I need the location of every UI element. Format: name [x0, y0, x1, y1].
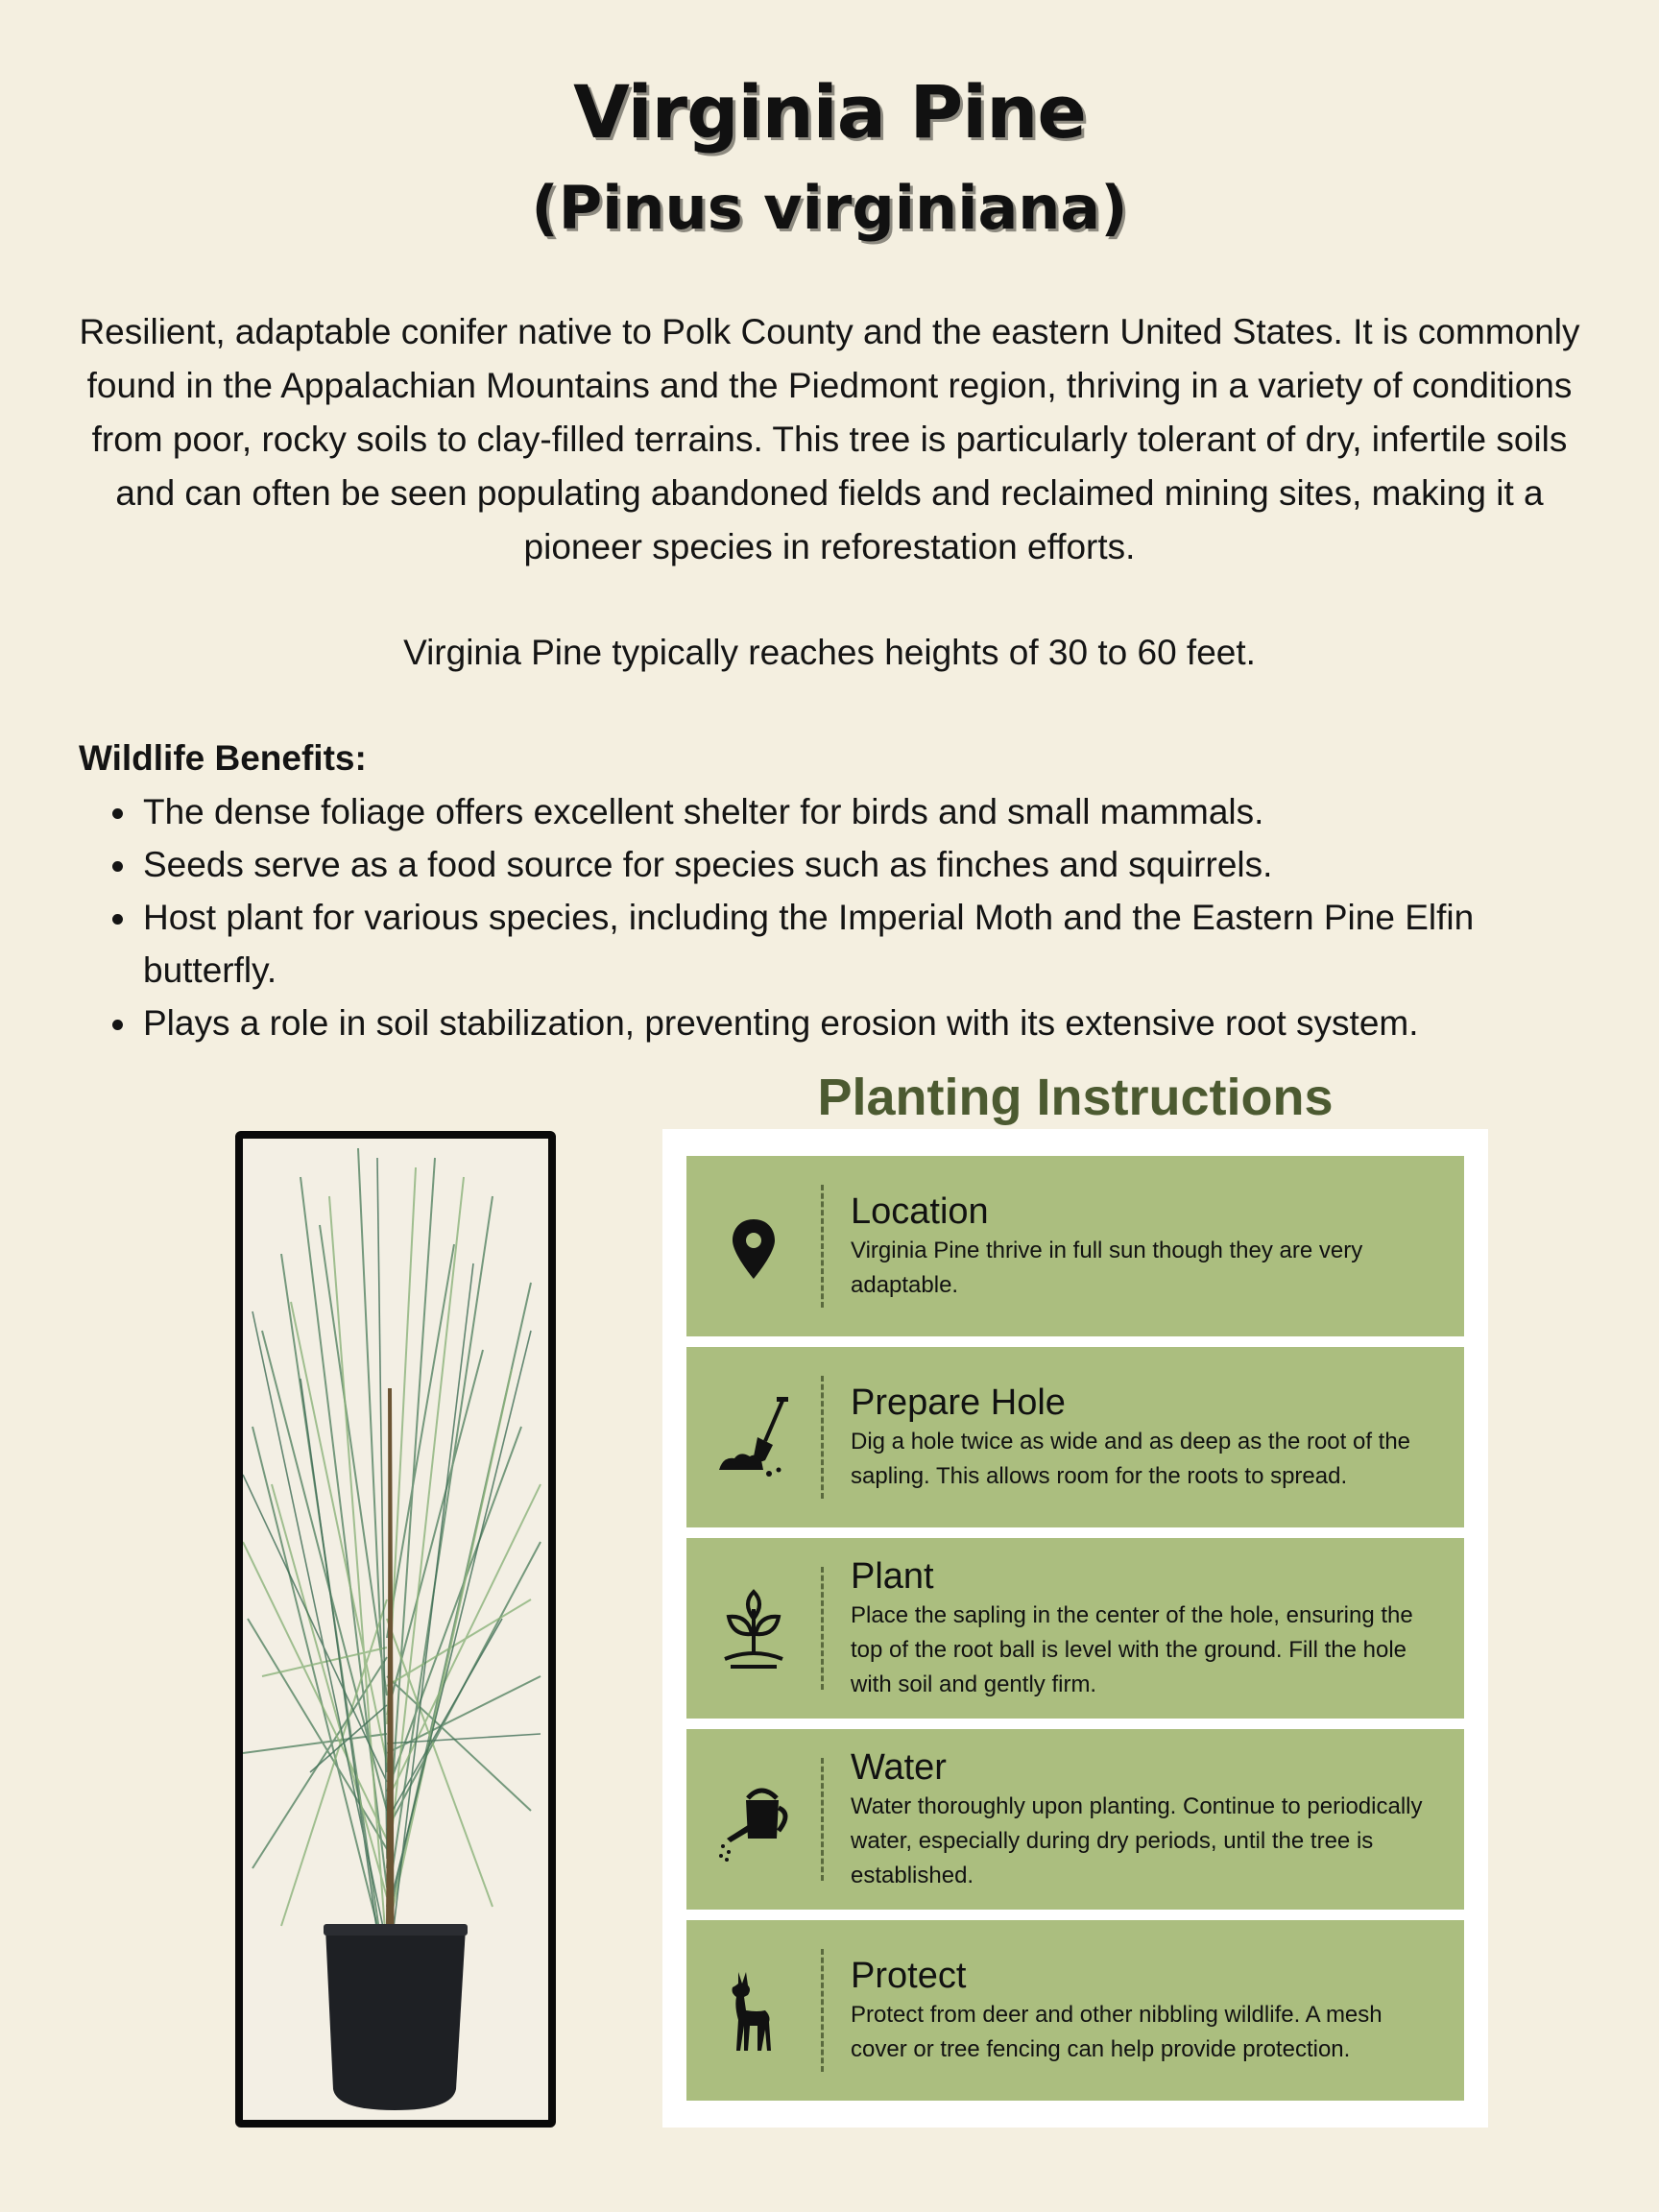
scientific-name: (Pinus virginiana) [531, 173, 1128, 243]
wildlife-item: The dense foliage offers excellent shelter for birds and small mammals. [106, 785, 1603, 838]
location-pin-icon [686, 1156, 821, 1336]
instructions-panel [662, 1129, 1488, 2128]
step-plant [686, 1538, 1464, 1719]
step-title: Plant [851, 1556, 934, 1597]
shovel-icon [686, 1347, 821, 1527]
wildlife-heading: Wildlife Benefits: [79, 738, 367, 778]
instructions-title: Planting Instructions [817, 1069, 1334, 1126]
wildlife-list [106, 785, 1603, 1049]
watering-can-icon [686, 1729, 821, 1910]
step-title: Prepare Hole [851, 1382, 1066, 1423]
step-body: Dig a hole twice as wide and as deep as the root of the sapling. This allows room for the roots to spread. [851, 1429, 1411, 1489]
step-body: Protect from deer and other nibbling wildlife. A mesh cover or tree fencing can help provide protection. [851, 2002, 1382, 2062]
step-protect [686, 1920, 1464, 2101]
wildlife-item: Seeds serve as a food source for species such as finches and squirrels. [106, 838, 1603, 891]
height-statement: Virginia Pine typically reaches heights of 30 to 60 feet. [403, 633, 1256, 672]
step-title: Location [851, 1191, 989, 1232]
deer-icon [686, 1920, 821, 2101]
sprout-icon [686, 1538, 821, 1719]
wildlife-item: Plays a role in soil stabilization, preventing erosion with its extensive root system. [106, 997, 1603, 1049]
pine-sapling-photo [235, 1131, 556, 2128]
step-body: Place the sapling in the center of the hole, ensuring the top of the root ball is level with the ground. Fill the hole with soil and gently firm. [851, 1602, 1413, 1697]
pine-sapling-illustration [243, 1139, 548, 2120]
step-title: Water [851, 1747, 947, 1788]
wildlife-item: Host plant for various species, including the Imperial Moth and the Eastern Pine Elfin butterfly. [106, 891, 1603, 997]
step-title: Protect [851, 1956, 967, 1996]
step-location [686, 1156, 1464, 1336]
step-prepare-hole [686, 1347, 1464, 1527]
intro-description: Resilient, adaptable conifer native to Polk County and the eastern United States. It is commonly found in the Appalachian Mountains and the Piedmont region, thriving in a variety of conditions from poor, rocky soils to clay-filled terrains. This tree is particularly tolerant of dry, infertile soils and can often be seen populating abandoned fields and reclaimed mining sites, making it a pioneer species in reforestation efforts. [79, 312, 1580, 566]
step-body: Virginia Pine thrive in full sun though they are very adaptable. [851, 1238, 1363, 1298]
step-water [686, 1729, 1464, 1910]
page-title: Virginia Pine [573, 69, 1086, 155]
step-body: Water thoroughly upon planting. Continue to periodically water, especially during dry periods, until the tree is established. [851, 1793, 1423, 1888]
